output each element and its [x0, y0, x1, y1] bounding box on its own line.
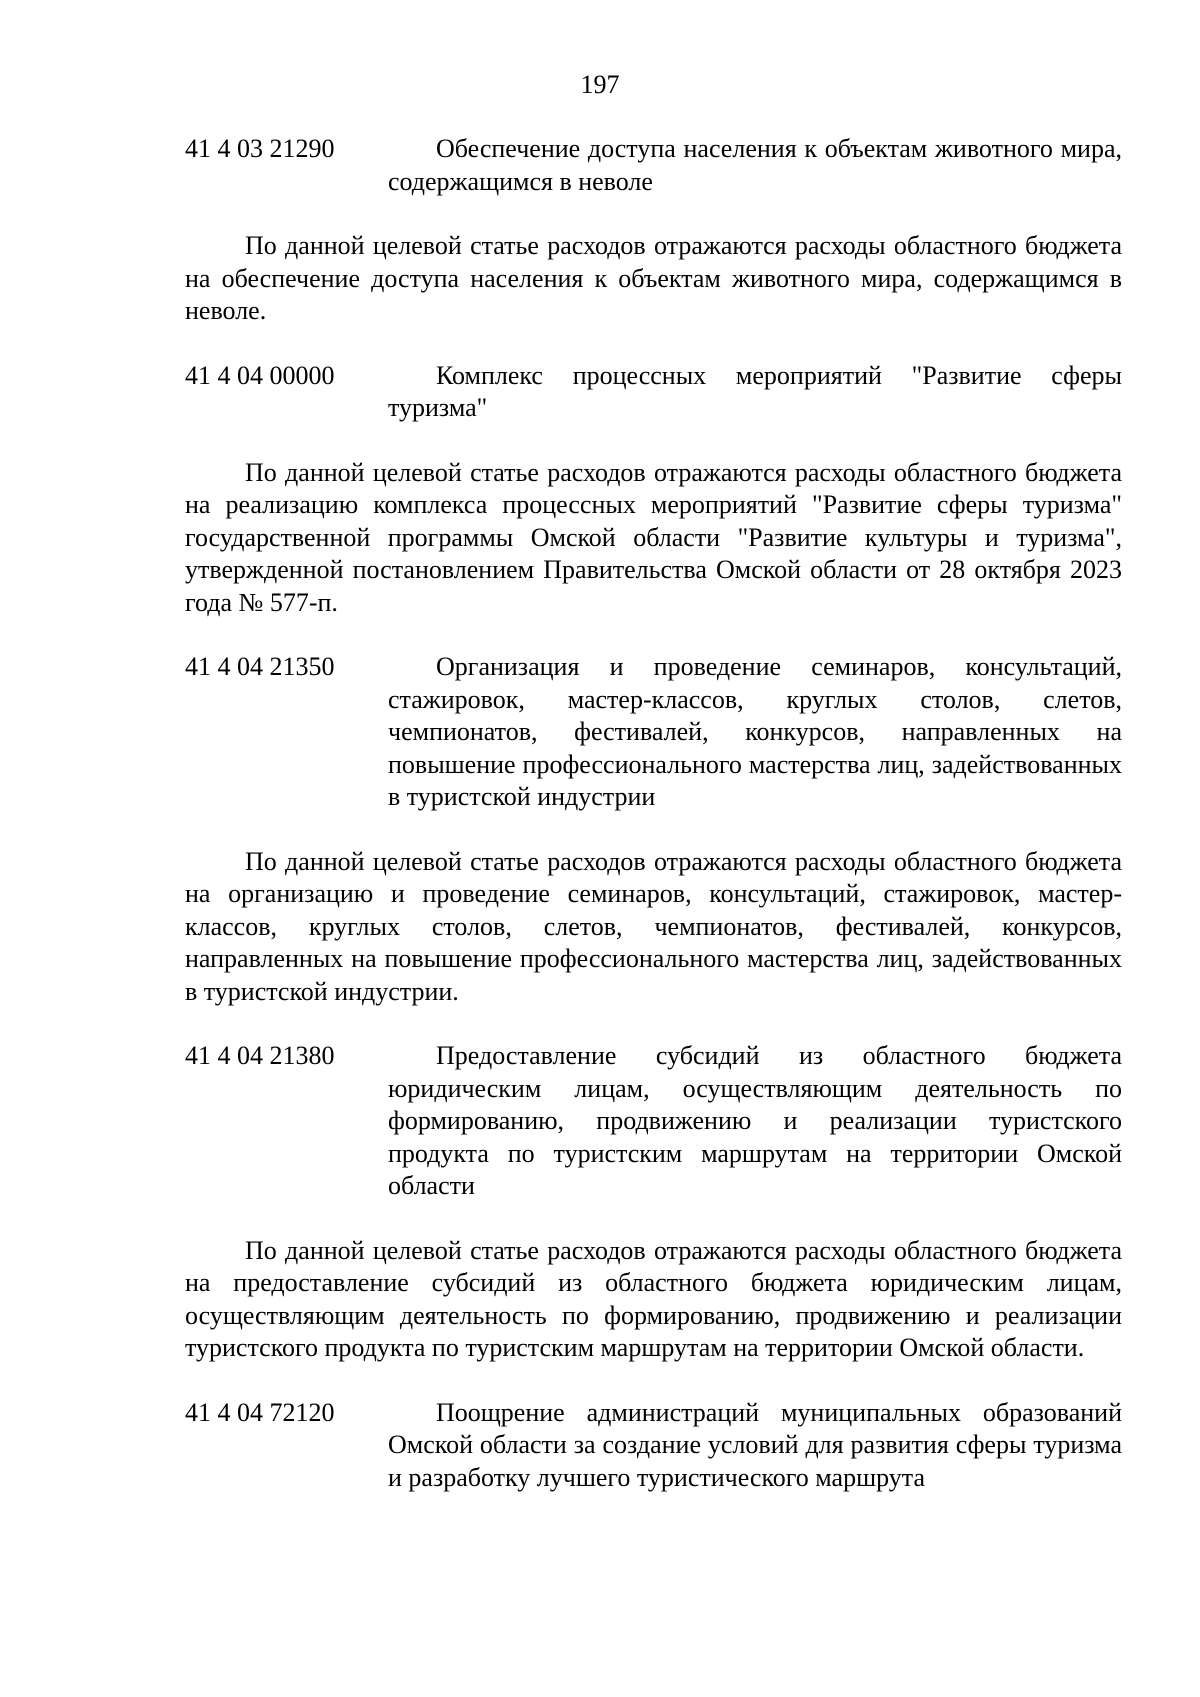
- budget-item-41-4-03-21290: [185, 133, 1122, 198]
- budget-item-41-4-04-21350: [185, 651, 1122, 814]
- budget-item-code: 41 4 04 72120: [185, 1397, 335, 1427]
- budget-item-41-4-04-72120: [185, 1397, 1122, 1495]
- budget-item-code: 41 4 04 21380: [185, 1041, 335, 1070]
- budget-item-title: Организация и проведение семинаров, консультаций, стажировок, мастер-классов, круглых столов, слетов, чемпионатов, фестивалей, конкурсов, направленных на повышение профессионального мастерства лиц, задействованных в туристской индустрии: [388, 652, 1122, 811]
- page-number: 197: [580, 70, 620, 99]
- budget-item-title: Поощрение администраций муниципальных образований Омской области за создание условий для развития сферы туризма и разработку лучшего туристического маршрута: [388, 1397, 1122, 1492]
- budget-item-title: Предоставление субсидий из областного бюджета юридическим лицам, осуществляющим деятельность по формированию, продвижению и реализации туристского продукта по туристским маршрутам на территории Омской области: [388, 1041, 1122, 1200]
- budget-item-description: По данной целевой статье расходов отражаются расходы областного бюджета на реализацию комплекса процессных мероприятий "Развитие сферы туризма" государственной программы Омской области "Развитие культуры и туризма", утвержденной постановлением Правительства Омской области от 28 октября 2023 года № 577-п.: [185, 457, 1122, 617]
- budget-item-41-4-04-21380: [185, 1040, 1122, 1203]
- document-body: [185, 133, 1122, 1494]
- budget-item-description: По данной целевой статье расходов отражаются расходы областного бюджета на предоставление субсидий из областного бюджета юридическим лицам, осуществляющим деятельность по формированию, продвижению и реализации туристского продукта по туристским маршрутам на территории Омской области.: [185, 1235, 1122, 1362]
- budget-item-title: Обеспечение доступа населения к объектам животного мира, содержащимся в неволе: [388, 134, 1122, 196]
- budget-item-description: По данной целевой статье расходов отражаются расходы областного бюджета на организацию и проведение семинаров, консультаций, стажировок, мастер-классов, круглых столов, слетов, чемпионатов, фестивалей, конкурсов, направленных на повышение профессионального мастерства лиц, задействованных в туристской индустрии.: [185, 846, 1122, 1006]
- budget-item-title: Комплекс процессных мероприятий "Развитие сферы туризма": [388, 360, 1122, 422]
- budget-item-code: 41 4 04 21350: [185, 652, 335, 681]
- budget-item-description: По данной целевой статье расходов отражаются расходы областного бюджета на обеспечение доступа населения к объектам животного мира, содержащимся в неволе.: [185, 231, 1122, 325]
- budget-item-code: 41 4 03 21290: [185, 134, 335, 163]
- budget-item-code: 41 4 04 00000: [185, 360, 335, 390]
- budget-item-41-4-04-00000: [185, 360, 1122, 425]
